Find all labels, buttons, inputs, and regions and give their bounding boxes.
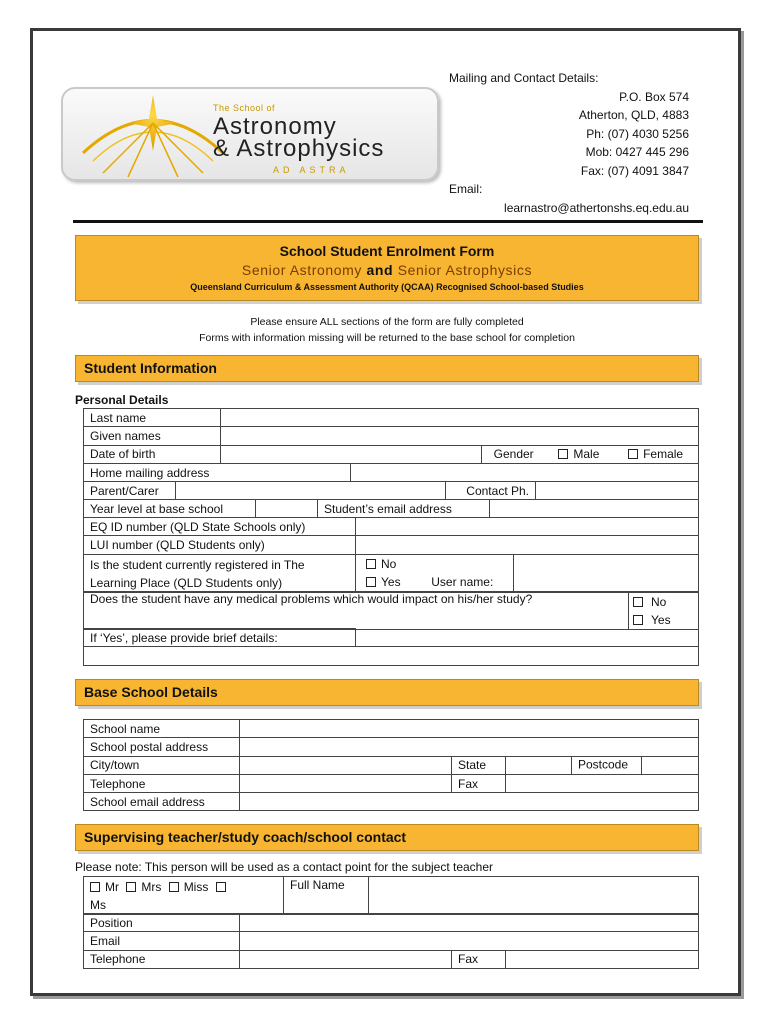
ms-label: Ms: [90, 898, 106, 912]
yes-label: Yes: [381, 575, 401, 590]
miss-checkbox[interactable]: [169, 882, 179, 892]
logo-line-2: & Astrophysics: [213, 135, 385, 162]
postal-field[interactable]: [240, 738, 699, 756]
medical-yes-label: Yes: [651, 613, 671, 627]
notice-line-2: Forms with information missing will be returned to the base school for completion: [199, 332, 575, 344]
sup-fax-label: Fax: [452, 950, 506, 968]
table-row: [84, 409, 699, 427]
medical-no-label: No: [651, 595, 667, 609]
eq-id-label: EQ ID number (QLD State Schools only): [84, 518, 356, 536]
supervisor-note: Please note: This person will be used as a contact point for the subject teacher: [75, 860, 494, 874]
mrs-label: Mrs: [141, 880, 162, 894]
table-row: [84, 482, 699, 500]
table-row: [84, 445, 699, 463]
student-table-2: [83, 481, 699, 500]
student-table-3: [83, 499, 699, 518]
last-name-label: Last name: [84, 409, 221, 427]
fax-field[interactable]: [506, 774, 699, 792]
title-options: [84, 877, 284, 915]
school-email-label: School email address: [84, 793, 240, 811]
telephone-label: Telephone: [84, 774, 240, 792]
subject-2: Senior Astrophysics: [397, 262, 533, 278]
no-label: No: [381, 556, 397, 571]
fax-line: Fax: (07) 4091 3847: [580, 163, 689, 178]
lui-field[interactable]: [356, 536, 699, 554]
last-name-field[interactable]: [221, 409, 699, 427]
authority-line: Queensland Curriculum & Assessment Authority (QCAA) Recognised School-based Studies: [190, 282, 584, 292]
table-row: [84, 500, 699, 518]
table-row: [84, 518, 699, 536]
po-box: P.O. Box 574: [619, 89, 689, 104]
male-checkbox[interactable]: [558, 449, 568, 459]
medical-yes-checkbox[interactable]: [633, 615, 643, 625]
table-row: [84, 756, 699, 774]
table-row: [84, 950, 699, 968]
medical-no-checkbox[interactable]: [633, 597, 643, 607]
email-label: Email:: [449, 182, 483, 196]
mrs-checkbox[interactable]: [126, 882, 136, 892]
female-checkbox[interactable]: [628, 449, 638, 459]
city-field[interactable]: [240, 756, 452, 774]
student-table-5: [83, 591, 699, 630]
position-label: Position: [84, 914, 240, 932]
logo-line-1: Astronomy: [213, 113, 337, 140]
position-field[interactable]: [240, 914, 699, 932]
sup-fax-field[interactable]: [506, 950, 699, 968]
yes-option: [356, 573, 514, 592]
ms-checkbox[interactable]: [216, 882, 226, 892]
medical-details-field[interactable]: [84, 647, 699, 665]
given-names-field[interactable]: [221, 427, 699, 445]
gender-label: Gender: [493, 447, 534, 462]
mr-label: Mr: [105, 880, 119, 894]
student-table-6: [83, 628, 699, 666]
home-address-label: Home mailing address: [84, 463, 351, 481]
table-row: [84, 774, 699, 792]
sup-telephone-field[interactable]: [240, 950, 452, 968]
fax-label: Fax: [452, 774, 506, 792]
gender-cell: [481, 445, 698, 463]
personal-details-label: Personal Details: [75, 393, 169, 407]
student-table-4: [83, 517, 699, 593]
notice-line-1: Please ensure ALL sections of the form are fully completed: [250, 316, 524, 328]
year-level-label: Year level at base school: [84, 500, 256, 518]
lui-label: LUI number (QLD Students only): [84, 536, 356, 554]
eq-id-field[interactable]: [356, 518, 699, 536]
logo-motto: AD ASTRA: [273, 165, 350, 175]
base-school-table: [83, 719, 699, 811]
student-table: [83, 408, 699, 482]
state-field[interactable]: [506, 756, 572, 774]
school-name-field[interactable]: [240, 720, 699, 738]
table-row: [84, 738, 699, 756]
dob-field[interactable]: [221, 445, 482, 463]
sup-email-label: Email: [84, 932, 240, 950]
telephone-field[interactable]: [240, 774, 452, 792]
table-row: [84, 592, 699, 611]
table-row: [84, 611, 699, 630]
contact-heading: Mailing and Contact Details:: [449, 71, 599, 85]
student-email-field[interactable]: [490, 500, 699, 518]
male-label: Male: [573, 447, 600, 462]
section-student-information: Student Information: [75, 355, 699, 382]
table-row: [84, 536, 699, 554]
section-base-school: Base School Details: [75, 679, 699, 706]
postcode-cell: [572, 756, 699, 774]
table-row: [84, 720, 699, 738]
learning-place-no-checkbox[interactable]: [366, 559, 376, 569]
home-address-field[interactable]: [351, 463, 699, 481]
table-row: [84, 914, 699, 932]
sup-email-field[interactable]: [240, 932, 699, 950]
contact-ph-field[interactable]: [536, 482, 699, 500]
form-title: School Student Enrolment Form: [279, 243, 495, 259]
parent-field[interactable]: [176, 482, 446, 500]
contact-details: [449, 69, 689, 217]
table-row: [84, 427, 699, 445]
medical-details-label: If ‘Yes’, please provide brief details:: [84, 629, 356, 647]
section-supervisor: Supervising teacher/study coach/school contact: [75, 824, 699, 851]
medical-question: Does the student have any medical problems which would impact on his/her study?: [84, 592, 629, 611]
postal-label: School postal address: [84, 738, 240, 756]
logo-small-text: The School of: [213, 103, 276, 113]
learning-place-line-1: Is the student currently registered in The: [90, 557, 305, 572]
city-line: Atherton, QLD, 4883: [578, 108, 689, 122]
table-row: [84, 629, 699, 647]
subjects-line: [76, 262, 698, 278]
completion-notice: [75, 314, 699, 346]
email-address[interactable]: learnastro@athertonshs.eq.edu.au: [504, 200, 689, 215]
user-name-label: User name:: [431, 575, 494, 590]
given-names-label: Given names: [84, 427, 221, 445]
mobile-line: Mob: 0427 445 296: [585, 145, 689, 159]
title-banner: [75, 235, 699, 301]
supervisor-table-2: [83, 913, 699, 969]
school-name-label: School name: [84, 720, 240, 738]
mr-checkbox[interactable]: [90, 882, 100, 892]
phone-line: Ph: (07) 4030 5256: [586, 126, 689, 141]
table-row: [84, 793, 699, 811]
city-label: City/town: [84, 756, 240, 774]
learning-place-yes-checkbox[interactable]: [366, 577, 376, 587]
dob-label: Date of birth: [84, 445, 221, 463]
page-frame: [30, 28, 741, 996]
state-label: State: [452, 756, 506, 774]
table-row: [84, 932, 699, 950]
subject-1: Senior Astronomy: [241, 262, 363, 278]
subjects-and: and: [366, 262, 394, 278]
table-row: [84, 647, 699, 665]
year-level-field[interactable]: [256, 500, 318, 518]
star-burst-icon: [73, 93, 233, 179]
full-name-label: Full Name: [284, 877, 369, 915]
sup-telephone-label: Telephone: [84, 950, 240, 968]
learning-place-line-2: Learning Place (QLD Students only): [90, 575, 283, 590]
table-row: [84, 463, 699, 481]
female-label: Female: [643, 447, 684, 462]
school-email-field[interactable]: [240, 793, 699, 811]
student-email-label: Student’s email address: [318, 500, 490, 518]
contact-ph-label: Contact Ph.: [446, 482, 536, 500]
table-row: [84, 554, 699, 573]
table-row: [84, 877, 699, 915]
supervisor-table: [83, 876, 699, 915]
full-name-field[interactable]: [369, 877, 699, 915]
no-option: [356, 554, 514, 573]
school-logo: [61, 87, 439, 181]
miss-label: Miss: [183, 880, 209, 894]
medical-options: [629, 592, 699, 630]
postcode-label: Postcode: [578, 757, 629, 772]
user-name-field[interactable]: [514, 554, 699, 592]
parent-label: Parent/Carer: [84, 482, 176, 500]
learning-place-label: [84, 554, 356, 592]
header-divider: [73, 220, 703, 223]
